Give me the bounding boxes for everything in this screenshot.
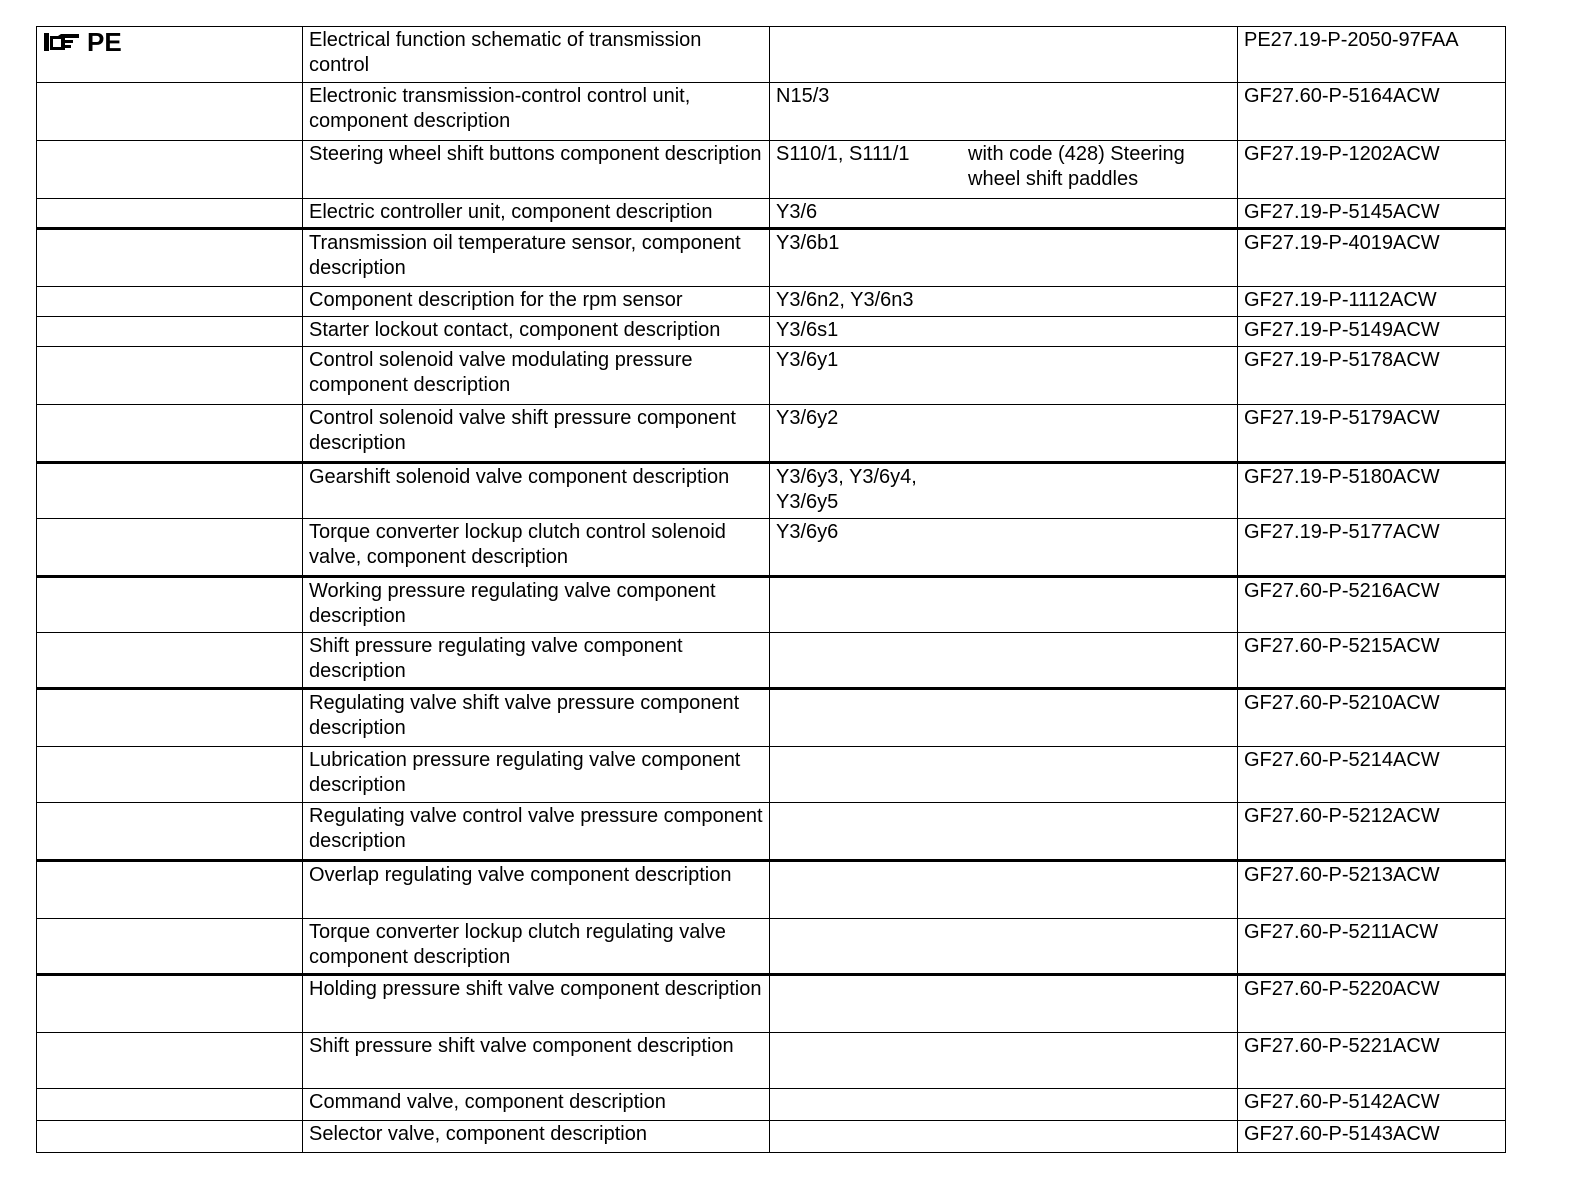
component-note xyxy=(968,465,1232,515)
marker-cell xyxy=(37,287,303,317)
reference-table xyxy=(36,26,1506,1153)
description-text: Control solenoid valve modulating pressure component description xyxy=(309,349,693,396)
document-number: GF27.60-P-5215ACW xyxy=(1244,635,1440,657)
reference-cell xyxy=(770,83,1238,141)
table-row xyxy=(37,1033,1506,1089)
component-code: Y3/6b1 xyxy=(776,232,840,254)
description-text: Component description for the rpm sensor xyxy=(309,289,683,311)
document-number: GF27.60-P-5143ACW xyxy=(1244,1123,1440,1145)
description-cell xyxy=(303,1033,770,1089)
description-cell xyxy=(303,1089,770,1121)
marker-cell xyxy=(37,747,303,803)
description-text: Command valve, component description xyxy=(309,1091,666,1113)
reference-cell xyxy=(770,577,1238,633)
reference-cell xyxy=(770,803,1238,861)
table-row xyxy=(37,229,1506,287)
marker-cell xyxy=(37,405,303,463)
description-text: Working pressure regulating valve component description xyxy=(309,580,716,627)
document-number: GF27.19-P-5149ACW xyxy=(1244,319,1440,341)
description-cell xyxy=(303,519,770,577)
reference-cell xyxy=(770,1121,1238,1153)
reference-cell xyxy=(770,27,1238,83)
reference-cell xyxy=(770,317,1238,347)
document-number: GF27.60-P-5214ACW xyxy=(1244,749,1440,771)
reference-cell xyxy=(770,919,1238,975)
component-note xyxy=(968,348,1232,373)
document-cell xyxy=(1238,287,1506,317)
document-number: GF27.19-P-5180ACW xyxy=(1244,466,1440,488)
table-row xyxy=(37,519,1506,577)
document-number: GF27.60-P-5221ACW xyxy=(1244,1035,1440,1057)
description-cell xyxy=(303,577,770,633)
table-row xyxy=(37,633,1506,689)
table-row xyxy=(37,27,1506,83)
description-cell xyxy=(303,633,770,689)
document-number: GF27.60-P-5142ACW xyxy=(1244,1091,1440,1113)
marker-cell xyxy=(37,919,303,975)
description-text: Electric controller unit, component description xyxy=(309,201,713,223)
component-code: Y3/6y1 xyxy=(776,349,839,371)
document-number: GF27.19-P-5178ACW xyxy=(1244,349,1440,371)
document-cell xyxy=(1238,27,1506,83)
table-row xyxy=(37,141,1506,199)
table-row xyxy=(37,463,1506,519)
document-number: GF27.19-P-1112ACW xyxy=(1244,289,1437,311)
document-cell xyxy=(1238,803,1506,861)
marker-cell xyxy=(37,199,303,229)
document-cell xyxy=(1238,519,1506,577)
component-code: Y3/6 xyxy=(776,201,818,223)
description-text: Electrical function schematic of transmission control xyxy=(309,29,702,76)
description-text: Selector valve, component description xyxy=(309,1123,647,1145)
marker-cell xyxy=(37,463,303,519)
component-code: Y3/6y2 xyxy=(776,407,839,429)
reference-cell xyxy=(770,287,1238,317)
marker-cell xyxy=(37,347,303,405)
marker-cell xyxy=(37,1089,303,1121)
marker-cell xyxy=(37,689,303,747)
component-code: S110/1, S111/1 xyxy=(776,143,910,165)
description-text: Lubrication pressure regulating valve component description xyxy=(309,749,741,796)
pointing-hand-icon xyxy=(43,31,81,53)
description-cell xyxy=(303,27,770,83)
reference-cell xyxy=(770,229,1238,287)
description-cell xyxy=(303,919,770,975)
reference-cell xyxy=(770,519,1238,577)
description-cell xyxy=(303,405,770,463)
document-cell xyxy=(1238,405,1506,463)
document-cell xyxy=(1238,1089,1506,1121)
document-cell xyxy=(1238,1121,1506,1153)
document-cell xyxy=(1238,141,1506,199)
description-cell xyxy=(303,199,770,229)
component-note xyxy=(968,318,1232,343)
marker-cell xyxy=(37,1033,303,1089)
description-text: Gearshift solenoid valve component description xyxy=(309,466,730,488)
reference-cell xyxy=(770,633,1238,689)
document-cell xyxy=(1238,747,1506,803)
document-number: GF27.19-P-1202ACW xyxy=(1244,143,1440,165)
description-text: Regulating valve control valve pressure component description xyxy=(309,805,763,852)
document-number: GF27.60-P-5210ACW xyxy=(1244,692,1440,714)
table-row xyxy=(37,83,1506,141)
description-cell xyxy=(303,463,770,519)
reference-cell xyxy=(770,141,1238,199)
component-code: N15/3 xyxy=(776,85,830,107)
reference-cell xyxy=(770,975,1238,1033)
table-body xyxy=(37,27,1506,1153)
component-note: with code (428) Steering wheel shift paddles xyxy=(968,143,1185,190)
document-cell xyxy=(1238,229,1506,287)
document-number: GF27.60-P-5213ACW xyxy=(1244,864,1440,886)
table-row xyxy=(37,919,1506,975)
description-text: Electronic transmission-control control unit, component description xyxy=(309,85,691,132)
component-note xyxy=(968,231,1232,256)
marker-cell xyxy=(37,83,303,141)
table-row xyxy=(37,1121,1506,1153)
description-cell xyxy=(303,287,770,317)
description-text: Overlap regulating valve component description xyxy=(309,864,732,886)
reference-cell xyxy=(770,1033,1238,1089)
marker-cell xyxy=(37,577,303,633)
document-cell xyxy=(1238,919,1506,975)
table-row xyxy=(37,347,1506,405)
marker-cell xyxy=(37,141,303,199)
description-cell xyxy=(303,83,770,141)
component-code: Y3/6n2, Y3/6n3 xyxy=(776,289,914,311)
description-text: Control solenoid valve shift pressure component description xyxy=(309,407,736,454)
description-cell xyxy=(303,975,770,1033)
component-note xyxy=(968,200,1232,225)
table-row xyxy=(37,747,1506,803)
marker-cell xyxy=(37,1121,303,1153)
description-text: Regulating valve shift valve pressure component description xyxy=(309,692,740,739)
document-cell xyxy=(1238,83,1506,141)
document-cell xyxy=(1238,861,1506,919)
component-code: Y3/6y6 xyxy=(776,521,839,543)
reference-cell xyxy=(770,1089,1238,1121)
table-row xyxy=(37,405,1506,463)
component-note xyxy=(968,84,1232,109)
document-cell xyxy=(1238,975,1506,1033)
marker-cell xyxy=(37,975,303,1033)
description-cell xyxy=(303,141,770,199)
document-number: GF27.60-P-5220ACW xyxy=(1244,978,1440,1000)
description-text: Shift pressure regulating valve component description xyxy=(309,635,683,682)
reference-cell xyxy=(770,347,1238,405)
component-note xyxy=(968,406,1232,431)
table-row xyxy=(37,975,1506,1033)
document-number: GF27.60-P-5164ACW xyxy=(1244,85,1440,107)
document-cell xyxy=(1238,689,1506,747)
description-cell xyxy=(303,803,770,861)
marker-cell xyxy=(37,633,303,689)
description-cell xyxy=(303,229,770,287)
document-cell xyxy=(1238,1033,1506,1089)
table-row xyxy=(37,577,1506,633)
table-row xyxy=(37,1089,1506,1121)
description-cell xyxy=(303,347,770,405)
document-cell xyxy=(1238,577,1506,633)
description-text: Transmission oil temperature sensor, component description xyxy=(309,232,741,279)
reference-cell xyxy=(770,861,1238,919)
description-text: Shift pressure shift valve component description xyxy=(309,1035,734,1057)
reference-cell xyxy=(770,747,1238,803)
document-number: GF27.19-P-5145ACW xyxy=(1244,201,1440,223)
description-text: Starter lockout contact, component description xyxy=(309,319,721,341)
table-row xyxy=(37,689,1506,747)
marker-cell xyxy=(37,861,303,919)
document-number: GF27.19-P-4019ACW xyxy=(1244,232,1440,254)
document-number: GF27.19-P-5179ACW xyxy=(1244,407,1440,429)
component-note xyxy=(968,520,1232,545)
document-number: GF27.60-P-5211ACW xyxy=(1244,921,1439,943)
description-cell xyxy=(303,317,770,347)
reference-cell xyxy=(770,689,1238,747)
document-cell xyxy=(1238,199,1506,229)
document-cell xyxy=(1238,317,1506,347)
pe-marker xyxy=(43,28,297,56)
document-cell xyxy=(1238,633,1506,689)
document-number: GF27.19-P-5177ACW xyxy=(1244,521,1440,543)
reference-cell xyxy=(770,463,1238,519)
reference-cell xyxy=(770,199,1238,229)
reference-cell xyxy=(770,405,1238,463)
marker-cell xyxy=(37,803,303,861)
marker-cell xyxy=(37,519,303,577)
description-cell xyxy=(303,1121,770,1153)
document-cell xyxy=(1238,347,1506,405)
description-cell xyxy=(303,747,770,803)
marker-cell xyxy=(37,229,303,287)
description-cell xyxy=(303,861,770,919)
description-text: Steering wheel shift buttons component description xyxy=(309,143,762,165)
table-row xyxy=(37,317,1506,347)
document-number: GF27.60-P-5216ACW xyxy=(1244,580,1440,602)
marker-cell xyxy=(37,317,303,347)
component-code: Y3/6y3, Y3/6y4, Y3/6y5 xyxy=(776,466,917,513)
description-text: Torque converter lockup clutch control solenoid valve, component description xyxy=(309,521,726,568)
component-code: Y3/6s1 xyxy=(776,319,839,341)
document-number: GF27.60-P-5212ACW xyxy=(1244,805,1440,827)
description-text: Holding pressure shift valve component description xyxy=(309,978,762,1000)
table-row xyxy=(37,199,1506,229)
table-row xyxy=(37,803,1506,861)
component-note xyxy=(968,288,1232,313)
description-cell xyxy=(303,689,770,747)
table-row xyxy=(37,861,1506,919)
marker-cell xyxy=(37,27,303,83)
document-number: PE27.19-P-2050-97FAA xyxy=(1244,29,1459,51)
table-row xyxy=(37,287,1506,317)
document-cell xyxy=(1238,463,1506,519)
pe-label: PE xyxy=(87,27,122,57)
description-text: Torque converter lockup clutch regulating valve component description xyxy=(309,921,726,968)
